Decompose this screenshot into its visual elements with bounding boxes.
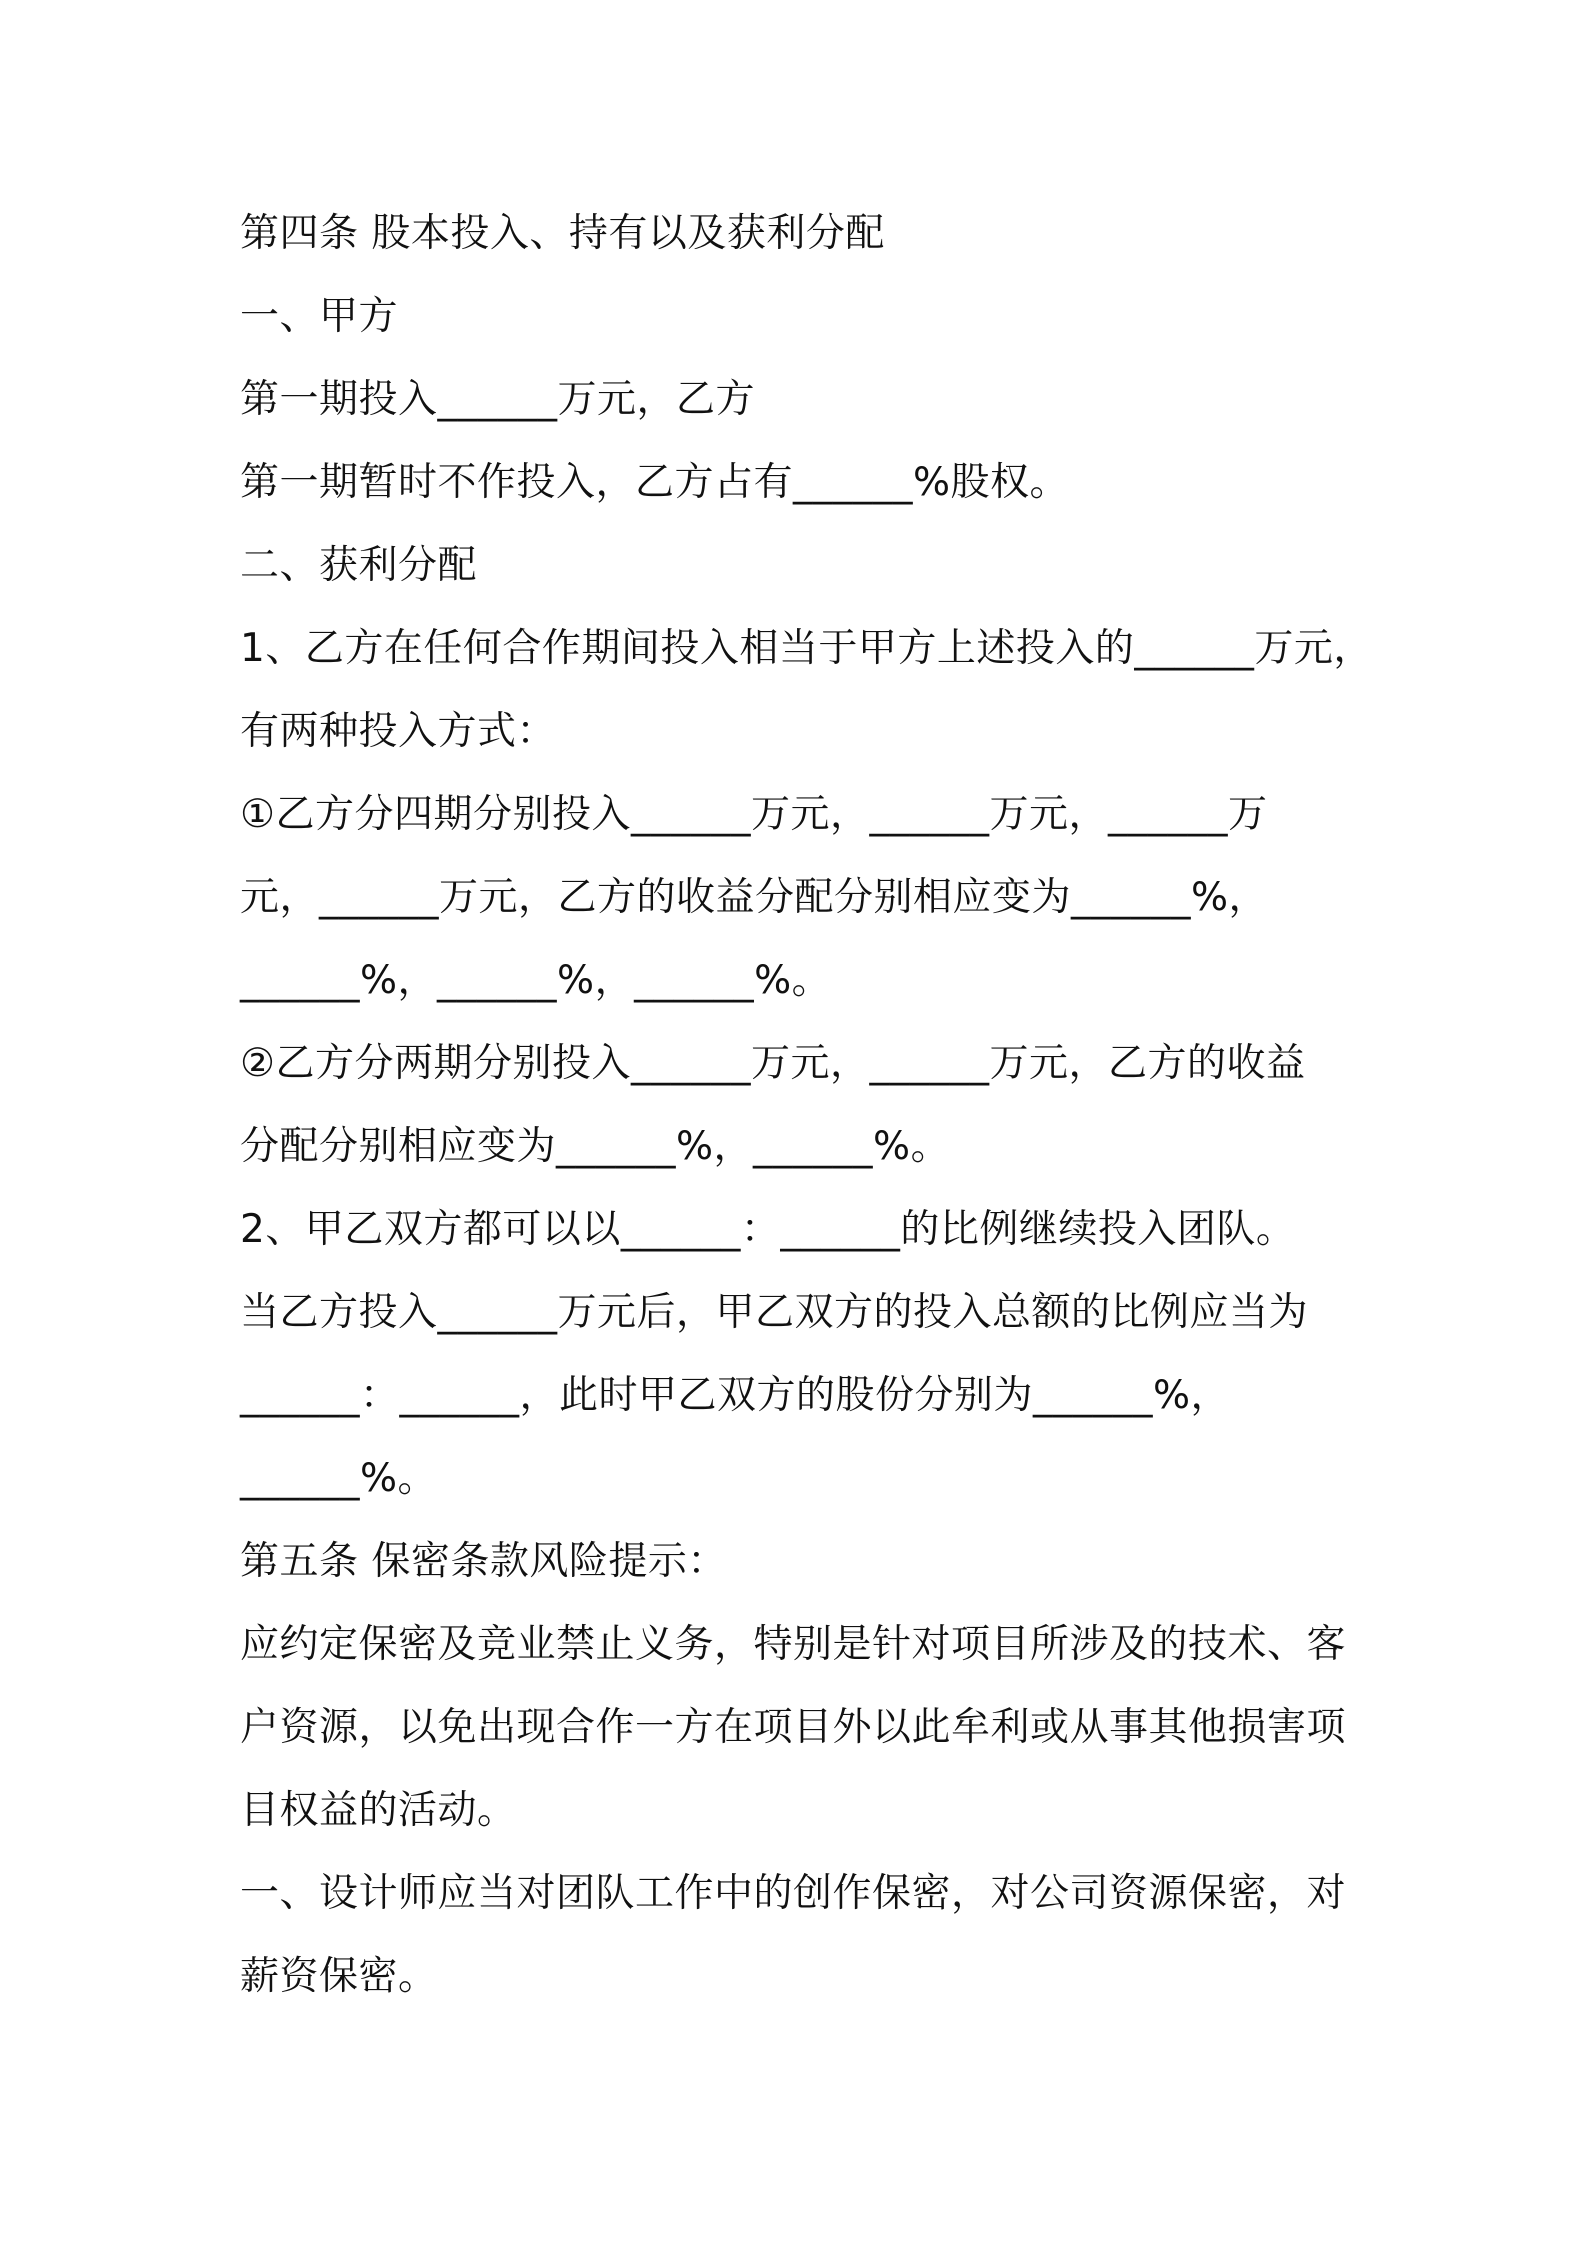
- text-line: ______%。: [240, 1456, 438, 1501]
- text-line: 1、乙方在任何合作期间投入相当于甲方上述投入的______万元，: [240, 626, 1373, 671]
- text-line: 第一期投入______万元，乙方: [240, 377, 756, 422]
- text-line: 薪资保密。: [240, 1954, 438, 1999]
- text-line: ______%，______%，______%。: [240, 958, 832, 1003]
- text-line: 一、设计师应当对团队工作中的创作保密，对公司资源保密，对: [240, 1871, 1347, 1916]
- article-five-heading: 第五条 保密条款风险提示：: [240, 1539, 727, 1584]
- section-party-a-heading: 一、甲方: [240, 294, 399, 339]
- text-line: ①乙方分四期分别投入______万元，______万元，______万: [240, 792, 1268, 837]
- text-line: ②乙方分两期分别投入______万元，______万元，乙方的收益: [240, 1041, 1306, 1086]
- text-line: 户资源，以免出现合作一方在项目外以此牟利或从事其他损害项: [240, 1705, 1347, 1750]
- text-line: 有两种投入方式：: [240, 709, 557, 754]
- section-profit-distribution-heading: 二、获利分配: [240, 543, 478, 588]
- text-line: 元，______万元，乙方的收益分配分别相应变为______%，: [240, 875, 1269, 920]
- text-line: 目权益的活动。: [240, 1788, 517, 1833]
- text-line: 第一期暂时不作投入，乙方占有______%股权。: [240, 460, 1070, 505]
- text-line: 当乙方投入______万元后，甲乙双方的投入总额的比例应当为: [240, 1290, 1309, 1335]
- article-four-heading: 第四条 股本投入、持有以及获利分配: [240, 211, 885, 256]
- text-line: 分配分别相应变为______%，______%。: [240, 1124, 951, 1169]
- document-body: [240, 192, 1373, 2018]
- text-line: ______：______，此时甲乙双方的股份分别为______%，: [240, 1373, 1231, 1418]
- text-line: 2、甲乙双方都可以以______：______的比例继续投入团队。: [240, 1207, 1296, 1252]
- text-line: 应约定保密及竞业禁止义务，特别是针对项目所涉及的技术、客: [240, 1622, 1347, 1667]
